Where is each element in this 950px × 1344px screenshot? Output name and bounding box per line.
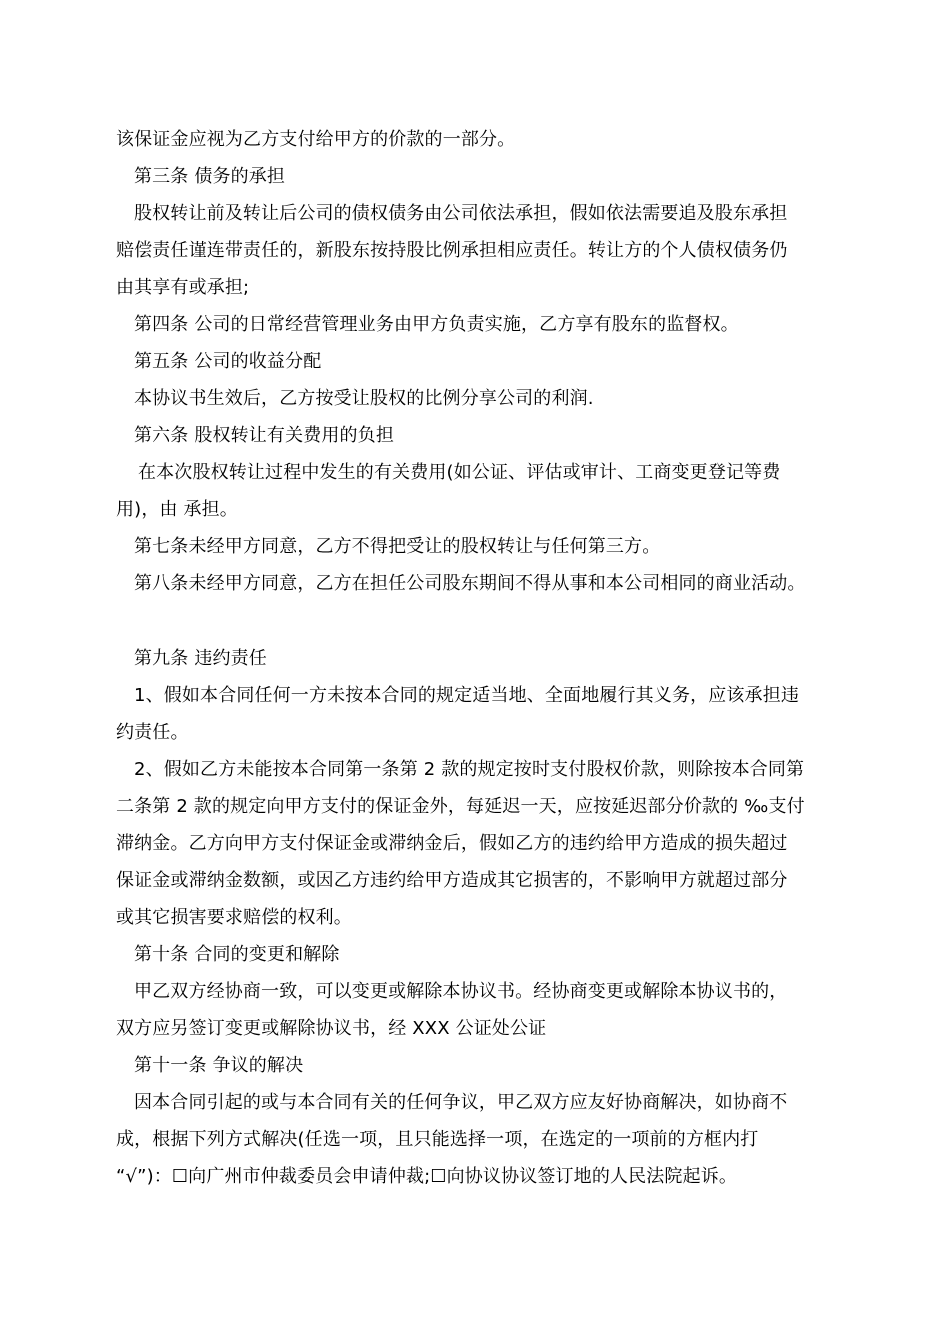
paragraph-line: 因本合同引起的或与本合同有关的任何争议，甲乙双方应友好协商解决，如协商不 xyxy=(134,1092,788,1113)
paragraph-line: 二条第 2 款的规定向甲方支付的保证金外，每延迟一天，应按延迟部分价款的 ‰支付 xyxy=(116,796,805,817)
article-4-heading: 第四条 公司的日常经营管理业务由甲方负责实施，乙方享有股东的监督权。 xyxy=(134,314,739,335)
paragraph-line: 双方应另签订变更或解除协议书，经 XXX 公证处公证 xyxy=(116,1018,547,1039)
paragraph-line: 该保证金应视为乙方支付给甲方的价款的一部分。 xyxy=(116,129,516,150)
article-11-heading: 第十一条 争议的解决 xyxy=(134,1055,304,1076)
paragraph-line: 赔偿责任谨连带责任的，新股东按持股比例承担相应责任。转让方的个人债权债务仍 xyxy=(116,240,788,261)
article-6-heading: 第六条 股权转让有关费用的负担 xyxy=(134,425,394,446)
article-7-line: 第七条未经甲方同意，乙方不得把受让的股权转让与任何第三方。 xyxy=(134,536,661,557)
paragraph-line: 滞纳金。乙方向甲方支付保证金或滞纳金后，假如乙方的违约给甲方造成的损失超过 xyxy=(116,833,788,854)
paragraph-line: 1、假如本合同任何一方未按本合同的规定适当地、全面地履行其义务，应该承担违 xyxy=(134,685,799,706)
paragraph-line: 保证金或滞纳金数额，或因乙方违约给甲方造成其它损害的，不影响甲方就超过部分 xyxy=(116,870,788,891)
paragraph-line: 在本次股权转让过程中发生的有关费用(如公证、评估或审计、工商变更登记等费 xyxy=(138,462,781,483)
paragraph-line: 2、假如乙方未能按本合同第一条第 2 款的规定按时支付股权价款，则除按本合同第 xyxy=(134,759,805,780)
article-5-heading: 第五条 公司的收益分配 xyxy=(134,351,322,372)
paragraph-line: 由其享有或承担; xyxy=(116,277,250,298)
paragraph-line: 用)，由 承担。 xyxy=(116,499,238,520)
paragraph-line: 约责任。 xyxy=(116,722,189,743)
paragraph-line: 本协议书生效后，乙方按受让股权的比例分享公司的利润. xyxy=(134,388,594,409)
article-8-line: 第八条未经甲方同意，乙方在担任公司股东期间不得从事和本公司相同的商业活动。 xyxy=(134,573,806,594)
article-3-heading: 第三条 债务的承担 xyxy=(134,166,286,187)
paragraph-line: 或其它损害要求赔偿的权利。 xyxy=(116,907,352,928)
paragraph-line: “√”)：☐向广州市仲裁委员会申请仲裁;☐向协议协议签订地的人民法院起诉。 xyxy=(116,1166,738,1187)
paragraph-line: 股权转让前及转让后公司的债权债务由公司依法承担，假如依法需要追及股东承担 xyxy=(134,203,788,224)
paragraph-line: 甲乙双方经协商一致，可以变更或解除本协议书。经协商变更或解除本协议书的， xyxy=(134,981,788,1002)
paragraph-line: 成，根据下列方式解决(任选一项，且只能选择一项，在选定的一项前的方框内打 xyxy=(116,1129,759,1150)
article-10-heading: 第十条 合同的变更和解除 xyxy=(134,944,340,965)
article-9-heading: 第九条 违约责任 xyxy=(134,648,267,669)
